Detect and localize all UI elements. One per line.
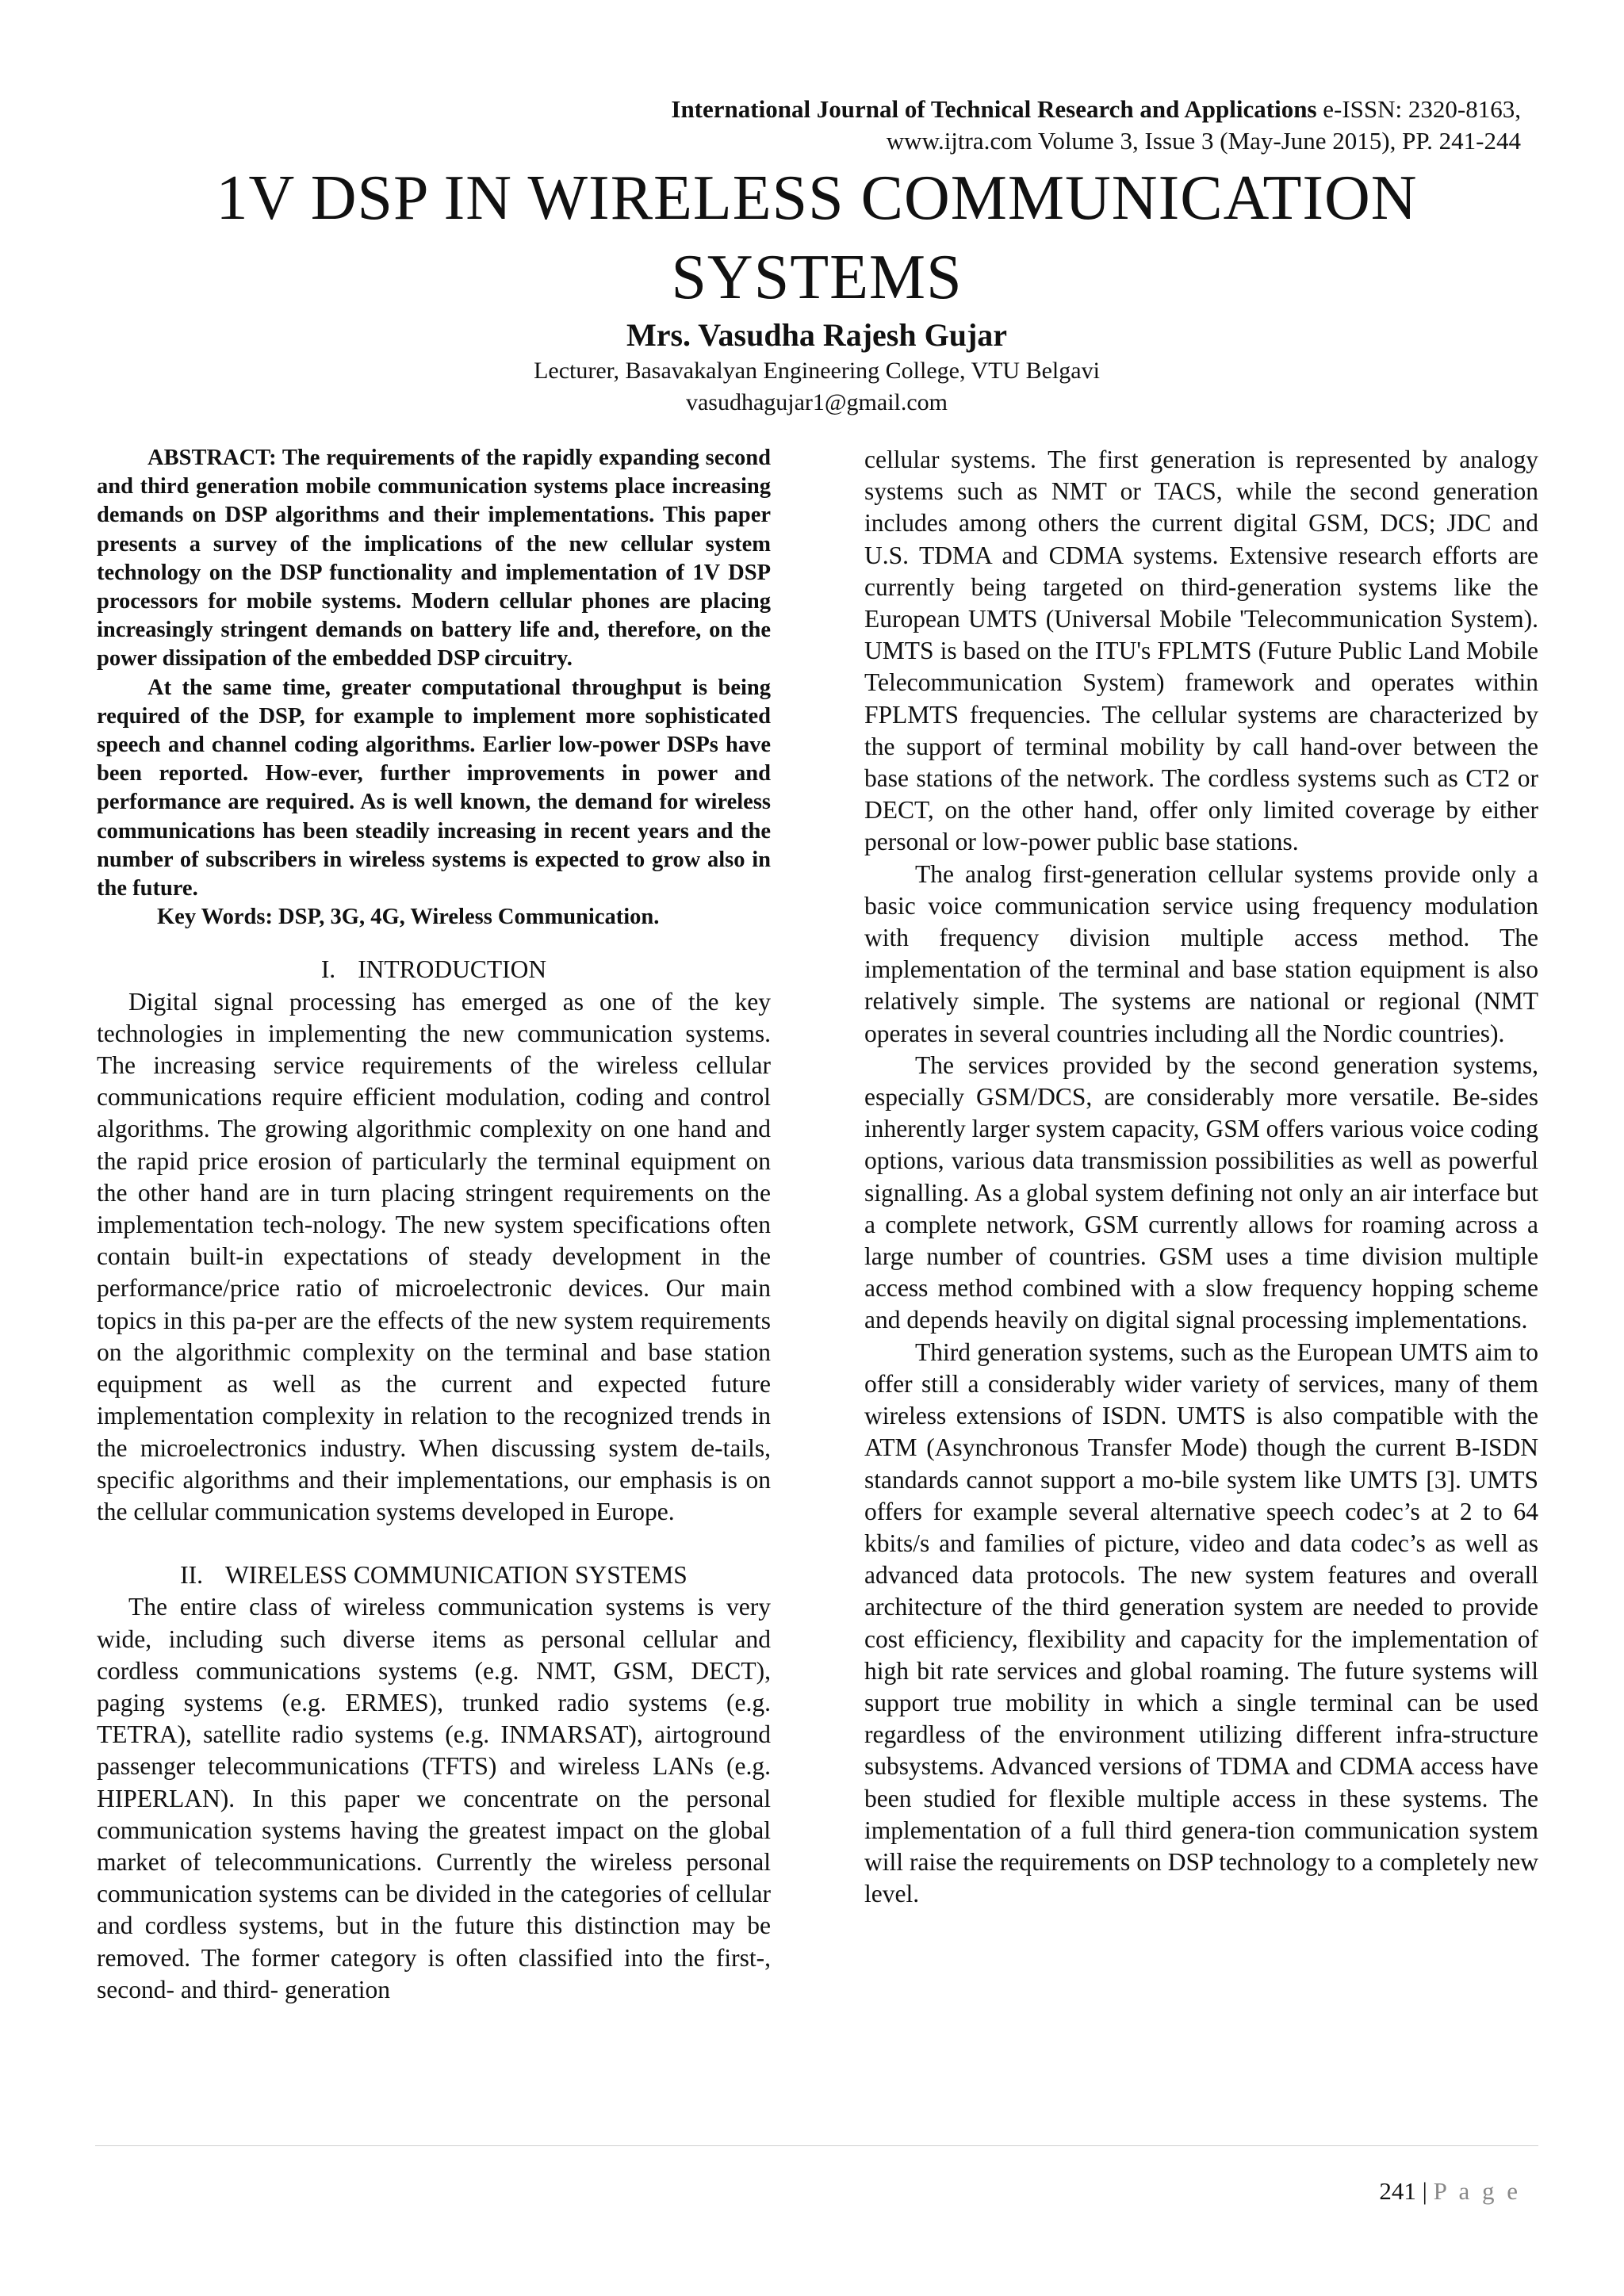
author-email: vasudhagujar1@gmail.com xyxy=(685,389,948,415)
section-heading-introduction xyxy=(97,954,771,985)
section-number: II. xyxy=(180,1561,204,1590)
keywords: Key Words: DSP, 3G, 4G, Wireless Communication. xyxy=(157,905,660,930)
abstract-paragraph: ABSTRACT: The requirements of the rapidly expanding second and third generation mobile communication systems place increasing demands on DSP algorithms and their implementations. This paper presents a survey of the implications of the new cellular system technology on the DSP functionality and implementation of 1V DSP processors for mobile systems. Modern cellular phones are placing increasingly stringent demands on battery life and, therefore, on the power dissipation of the embedded DSP circuitry. xyxy=(97,446,771,672)
body-paragraph: Digital signal processing has emerged as one of the key technologies in implementing the new communication systems. The increasing service requirements of the wireless cellular communications require efficient modulation, coding and control algorithms. The growing algorithmic complexity on one hand and the rapid price erosion of particularly the terminal equipment on the other hand are in turn placing stringent requirements on the implementation tech-nology. The new system specifications often contain built-in expectations of steady development in the performance/price ratio of microelectronic devices. Our main topics in this pa-per are the effects of the new system requirements on the algorithmic complexity on the terminal and base station equipment as well as the current and expected future implementation complexity in relation to the recognized trends in the microelectronics industry. When discussing system de-tails, specific algorithms and their implementations, our emphasis is on the cellular communication systems developed in Europe. xyxy=(97,987,771,1525)
journal-header-line1 xyxy=(331,94,1521,125)
body-paragraph: The analog first-generation cellular systems provide only a basic voice communication service using frequency modulation with frequency division multiple access method. The implementation of the terminal and base station equipment is also relatively simple. The systems are national or regional (NMT operates in several countries including all the Nordic countries). xyxy=(864,859,1538,1047)
body-paragraph: The entire class of wireless communication systems is very wide, including such diverse items as personal cellular and cordless communications systems (e.g. NMT, GSM, DECT), paging systems (e.g. ERMES), trunked radio systems (e.g. TETRA), satellite radio systems (e.g. INMARSAT), airtoground passenger telecommunications (TFTS) and wireless LANs (e.g. HIPERLAN). In this paper we concentrate on the personal communication systems having the greatest impact on the global market of telecommunications. Currently the wireless personal communication systems can be divided in the categories of cellular and cordless systems, but in the future this distinction may be removed. The former category is often classified into the first-, second- and third- generation xyxy=(97,1593,771,2003)
page-number: 241 xyxy=(1379,2177,1416,2205)
journal-header-line2: www.ijtra.com Volume 3, Issue 3 (May-June 2015), PP. 241-244 xyxy=(886,127,1521,155)
body-paragraph: Third generation systems, such as the European UMTS aim to offer still a considerably wider variety of services, many of them wireless extensions of ISDN. UMTS is also compatible with the ATM (Asynchronous Transfer Mode) though the current B-ISDN standards cannot support a mo-bile system like UMTS [3]. UMTS offers for example several alternative speech codec’s at 2 to 64 kbits/s and families of picture, video and data codec’s as well as advanced data protocols. The new system features and overall architecture of the third generation system are needed to provide cost efficiency, flexibility and capacity for the implementation of high bit rate services and global roaming. The future systems will support true mobility in which a single terminal can be used regardless of the environment utilizing different infra-structure subsystems. Advanced versions of TDMA and CDMA access have been studied for flexible multiple access in these systems. The implementation of a full third genera-tion communication system will raise the requirements on DSP technology to a completely new level. xyxy=(864,1337,1538,1908)
abstract-paragraph: At the same time, greater computational throughput is being required of the DSP, for example to implement more sophisticated speech and channel coding algorithms. Earlier low-power DSPs have been reported. How-ever, further improvements in power and performance are required. As is well known, the demand for wireless communications has been steadily increasing in recent years and the number of subscribers in wireless systems is expected to grow also in the future. xyxy=(97,675,771,901)
body-paragraph: cellular systems. The first generation is represented by analogy systems such as NMT or TACS, while the second generation includes among others the current digital GSM, DCS; JDC and U.S. TDMA and CDMA systems. Extensive research efforts are currently being targeted on third-generation systems like the European UMTS (Universal Mobile 'Telecommunication System). UMTS is based on the ITU's FPLMTS (Future Public Land Mobile Telecommunication System) framework and operates within FPLMTS frequencies. The cellular systems are characterized by the support of terminal mobility by call hand-over between the base stations of the network. The cordless systems such as CT2 or DECT, on the other hand, offer only limited coverage by either personal or low-power public base stations. xyxy=(864,446,1538,856)
footer-divider xyxy=(95,2145,1538,2146)
journal-name: International Journal of Technical Research and Applications xyxy=(671,95,1317,123)
abstract xyxy=(97,444,771,903)
journal-issn: e-ISSN: 2320-8163, xyxy=(1316,95,1521,123)
section-number: I. xyxy=(320,955,336,984)
page-word: P a g e xyxy=(1433,2177,1521,2205)
body-paragraph: The services provided by the second generation systems, especially GSM/DCS, are considerably more versatile. Be-sides inherently larger system capacity, GSM offers various voice coding options, various data transmission possibilities as well as powerful signalling. As a global system defining not only an air interface but a complete network, GSM currently allows for roaming across a large number of countries. GSM uses a time division multiple access method combined with a slow frequency hopping scheme and depends heavily on digital signal processing implementations. xyxy=(864,1050,1538,1334)
right-column xyxy=(864,444,1538,1910)
left-column xyxy=(97,444,771,2006)
paper-title: 1V DSP IN WIRELESS COMMUNICATION SYSTEMS xyxy=(216,163,1418,312)
page-separator: | xyxy=(1415,2177,1434,2205)
author-affiliation: Lecturer, Basavakalyan Engineering College, VTU Belgavi xyxy=(534,358,1100,384)
author-name: Mrs. Vasudha Rajesh Gujar xyxy=(626,317,1008,353)
journal-header xyxy=(331,94,1521,157)
author-block xyxy=(103,316,1530,419)
section-title: WIRELESS COMMUNICATION SYSTEMS xyxy=(225,1561,688,1590)
section-heading-wireless xyxy=(97,1559,771,1591)
section-title: INTRODUCTION xyxy=(358,955,547,984)
page-footer xyxy=(1379,2175,1521,2207)
